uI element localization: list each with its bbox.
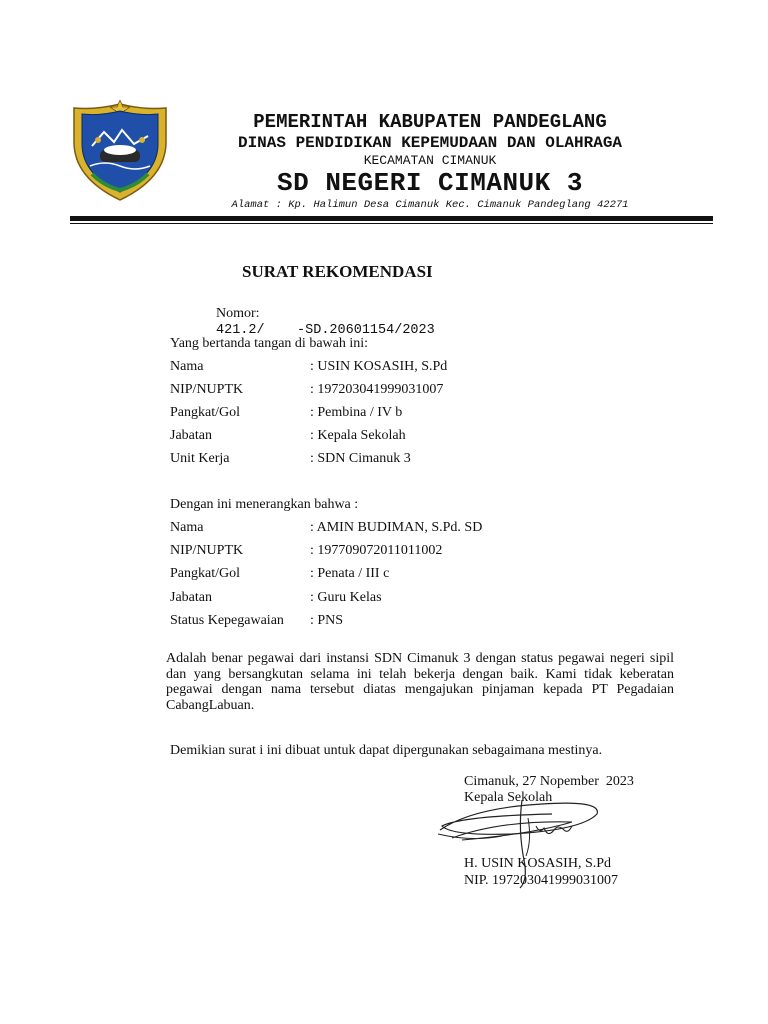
subject-intro: Dengan ini menerangkan bahwa : — [170, 497, 359, 512]
subject-rank-label: Pangkat/Gol — [170, 566, 240, 581]
signer-rank-label: Pangkat/Gol — [170, 405, 240, 420]
closing-statement: Demikian surat i ini dibuat untuk dapat dipergunakan sebagaimana mestinya. — [170, 743, 603, 758]
signer-unit-label: Unit Kerja — [170, 451, 230, 466]
signer-name-value: : USIN KOSASIH, S.Pd — [310, 359, 448, 374]
signature-place-date: Cimanuk, 27 Nopember 2023 — [464, 774, 634, 789]
letterhead-department: DINAS PENDIDIKAN KEPEMUDAAN DAN OLAHRAGA — [237, 134, 623, 152]
signature-nip: NIP. 197203041999031007 — [464, 873, 619, 888]
subject-name-value: : AMIN BUDIMAN, S.Pd. SD — [310, 520, 483, 535]
subject-rank-value: : Penata / III c — [310, 566, 390, 581]
regency-emblem-icon — [70, 100, 170, 202]
letterhead-address: Alamat : Kp. Halimun Desa Cimanuk Kec. Cimanuk Pandeglang 42271 — [231, 199, 629, 211]
subject-nip-value: : 197709072011011002 — [310, 543, 443, 558]
document-number-label: Nomor: — [216, 306, 260, 321]
subject-name-label: Nama — [170, 520, 204, 535]
signer-name-label: Nama — [170, 359, 204, 374]
body-paragraph: Adalah benar pegawai dari instansi SDN Cimanuk 3 dengan status pegawai negeri sipil dan yang bersangkutan selama ini telah bekerja dengan baik. Kami tidak keberatan pegawai dengan nama tersebut diatas mengajukan pinjaman kepada PT Pegadaian CabangLabuan. — [166, 651, 674, 713]
signer-rank-value: : Pembina / IV b — [310, 405, 403, 420]
letterhead-school-name: SD NEGERI CIMANUK 3 — [277, 168, 583, 198]
signer-nip-label: NIP/NUPTK — [170, 382, 244, 397]
letterhead-divider-thin — [70, 223, 713, 224]
signature-position: Kepala Sekolah — [464, 790, 553, 805]
letterhead-government: PEMERINTAH KABUPATEN PANDEGLANG — [253, 111, 607, 133]
subject-position-value: : Guru Kelas — [310, 590, 382, 605]
document-number — [209, 290, 435, 338]
letterhead-district: KECAMATAN CIMANUK — [363, 153, 497, 168]
document-number-value: 421.2/ -SD.20601154/2023 — [216, 323, 435, 338]
signer-intro: Yang bertanda tangan di bawah ini: — [170, 336, 369, 351]
letterhead-divider-thick — [70, 216, 713, 221]
document-title: SURAT REKOMENDASI — [242, 262, 433, 281]
signer-position-value: : Kepala Sekolah — [310, 428, 406, 443]
signer-position-label: Jabatan — [170, 428, 212, 443]
subject-status-value: : PNS — [310, 613, 344, 628]
signer-unit-value: : SDN Cimanuk 3 — [310, 451, 411, 466]
subject-position-label: Jabatan — [170, 590, 212, 605]
signer-nip-value: : 197203041999031007 — [310, 382, 444, 397]
subject-status-label: Status Kepegawaian — [170, 613, 284, 628]
signature-name: H. USIN KOSASIH, S.Pd — [464, 856, 612, 871]
subject-nip-label: NIP/NUPTK — [170, 543, 244, 558]
